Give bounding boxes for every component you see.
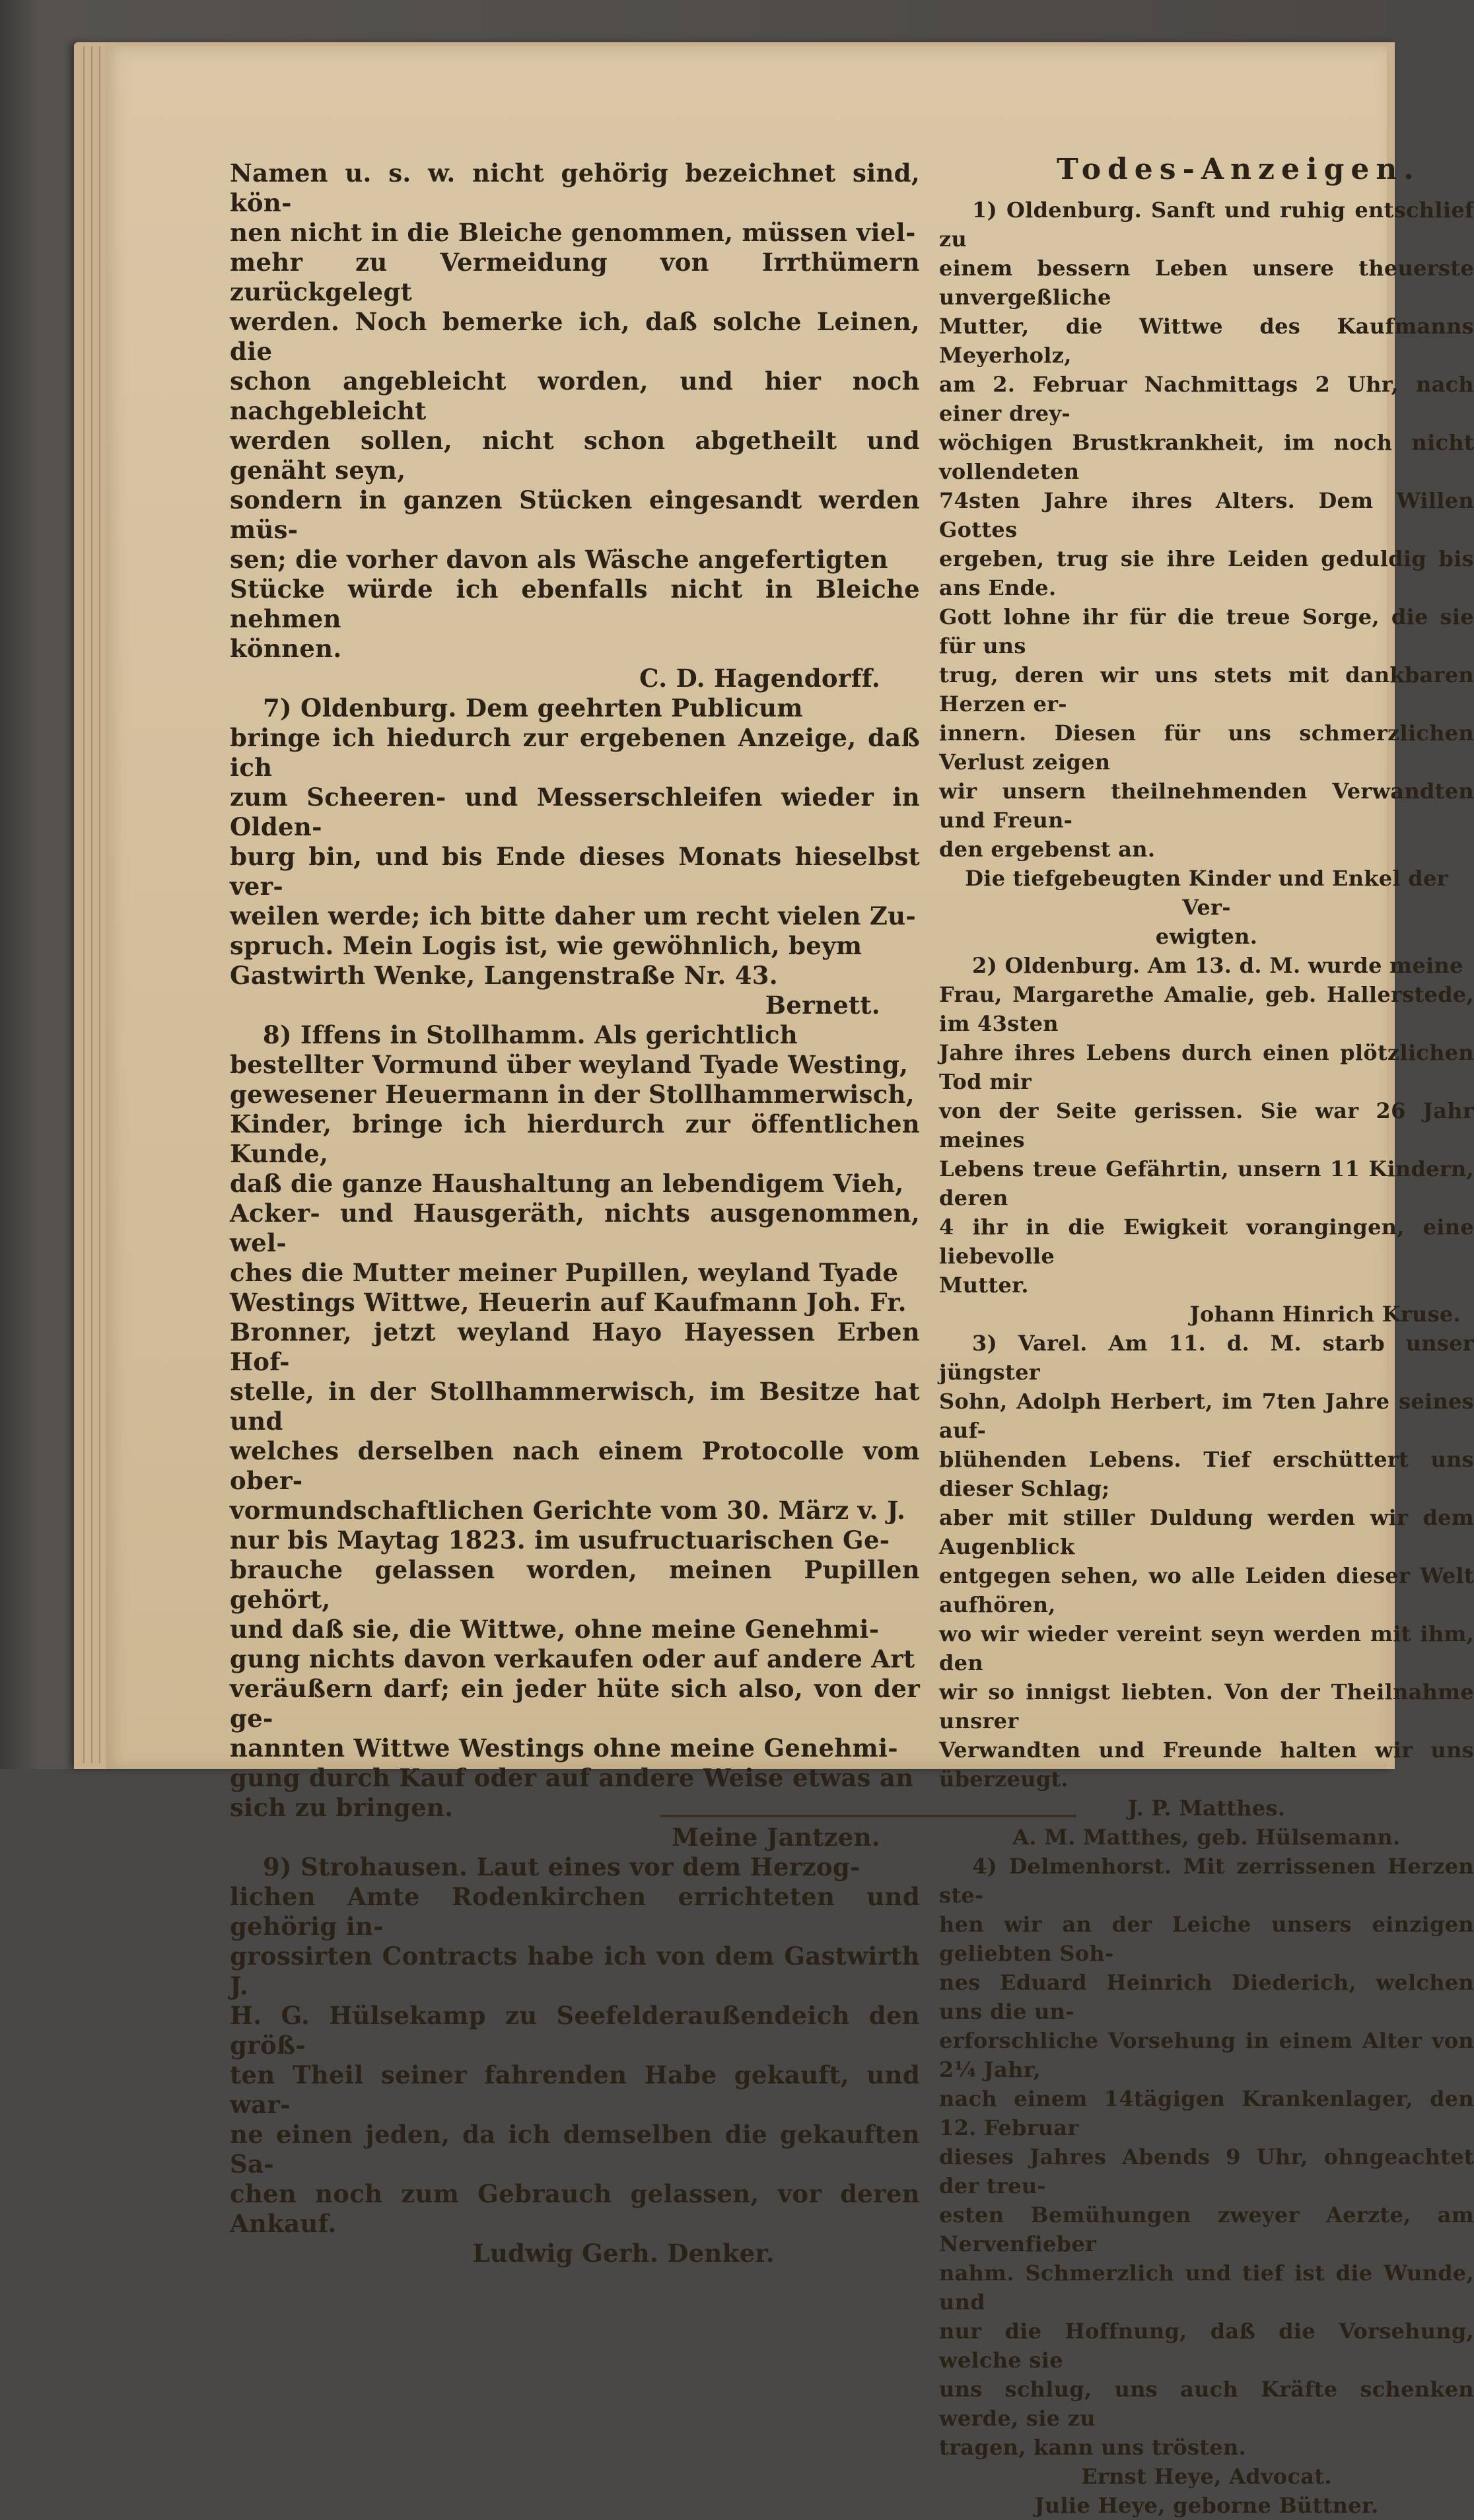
death-notice-text: 1) Oldenburg. Sanft und ruhig entschlief zu einem bessern Leben unsere theuerste unvergeßliche Mutter, die Wittwe des Kaufmanns Meyerholz, am 2. Februar Nachmittags 2 Uhr, nach einer drey- wöchigen Brustkrankheit, im noch nicht vollendeten 74sten Jahre ihres Alters. Dem Willen Gottes ergeben, trug sie ihre Leiden geduldig bis ans Ende. Gott lohne ihr für die treue Sorge, die sie für uns trug, deren wir uns stets mit dankbaren Herzen er- innern. Diesen für uns schmerzlichen Verlust zeigen wir unsern theilnehmenden Verwandten und Freun- den ergebenst an. — [939, 197, 1474, 862]
notice-text: Namen u. s. w. nicht gehörig bezeichnet sind, kön- nen nicht in die Bleiche genommen, müssen viel- mehr zu Vermeidung von Irrthümern zurückgelegt werden. Noch bemerke ich, daß solche Leinen, die schon angebleicht worden, und hier noch nachgebleicht werden sollen, nicht schon abgetheilt und genäht seyn, sondern in ganzen Stücken eingesandt werden müs- sen; die vorher davon als Wäsche angefertigten Stücke würde ich ebenfalls nicht in Bleiche nehmen können. — [230, 158, 920, 663]
page-edge-line — [83, 46, 85, 1763]
right-column — [939, 195, 1474, 2520]
notice-text: 9) Strohausen. Laut eines vor dem Herzog- lichen Amte Rodenkirchen errichteten und gehörig in- grossirten Contracts habe ich von dem Gastwirth J. H. G. Hülsekamp zu Seefelderaußendeich den größ- ten Theil seiner fahrenden Habe gekauft, und war- ne einen jeden, da ich demselben die gekauften Sa- chen noch zum Gebrauch gelassen, vor deren Ankauf. — [230, 1852, 920, 2238]
notice-signature: Meine Jantzen. — [672, 1823, 880, 1852]
death-notice-signature: J. P. Matthes. A. M. Matthes, geb. Hülsemann. — [1012, 1796, 1401, 1850]
death-notice-text: 4) Delmenhorst. Mit zerrissenen Herzen ste- hen wir an der Leiche unsers einzigen geliebten Soh- nes Eduard Heinrich Diederich, welchen uns die un- erforschliche Vorsehung in einem Alter von 2¼ Jahr, nach einem 14tägigen Krankenlager, den 12. Februar dieses Jahres Abends 9 Uhr, ohngeachtet der treu- esten Bemühungen zweyer Aerzte, am Nervenfieber nahm. Schmerzlich und tief ist die Wunde, und nur die Hoffnung, daß die Vorsehung, welche sie uns schlug, uns auch Kräfte schenken werde, sie zu tragen, kann uns trösten. — [939, 1854, 1474, 2460]
death-notice-signature: Ernst Heye, Advocat. Julie Heye, geborne Büttner. — [1034, 2464, 1379, 2518]
end-rule — [660, 1815, 1076, 1817]
page-edge-line — [91, 46, 92, 1763]
left-column — [230, 158, 920, 2268]
notice-text: 7) Oldenburg. Dem geehrten Publicum bringe ich hiedurch zur ergebenen Anzeige, daß ich zum Scheeren- und Messerschleifen wieder in Olden- burg bin, und bis Ende dieses Monats hieselbst ver- weilen werde; ich bitte daher um recht vielen Zu- spruch. Mein Logis ist, wie gewöhnlich, beym Gastwirth Wenke, Langenstraße Nr. 43. — [230, 693, 920, 990]
notice-text: 8) Iffens in Stollhamm. Als gerichtlich bestellter Vormund über weyland Tyade Westing, gewesener Heuermann in der Stollhammerwisch, Kinder, bringe ich hierdurch zur öffentlichen Kunde, daß die ganze Haushaltung an lebendigem Vieh, Acker- und Hausgeräth, nichts ausgenommen, wel- ches die Mutter meiner Pupillen, weyland Tyade Westings Wittwe, Heuerin auf Kaufmann Joh. Fr. Bronner, jetzt weyland Hayo Hayessen Erben Hof- stelle, in der Stollhammerwisch, im Besitze hat und welches derselben nach einem Protocolle vom ober- vormundschaftlichen Gerichte vom 30. März v. J. nur bis Maytag 1823. im usufructuarischen Ge- brauche gelassen worden, meinen Pupillen gehört, und daß sie, die Wittwe, ohne meine Genehmi- gung nichts davon verkaufen oder auf andere Art veräußern darf; ein jeder hüte sich also, von der ge- nannten Wittwe Westings ohne meine Genehmi- gung durch Kauf oder auf andere Weise etwas an sich zu bringen. — [230, 1020, 920, 1822]
section-heading: Todes-Anzeigen. — [1057, 153, 1421, 186]
death-notice-signature: Die tiefgebeugten Kinder und Enkel der Ver- ewigten. — [965, 866, 1448, 949]
page-edge-line — [99, 46, 100, 1763]
death-notice-text: 2) Oldenburg. Am 13. d. M. wurde meine Frau, Margarethe Amalie, geb. Hallerstede, im 43sten Jahre ihres Lebens durch einen plötzlichen Tod mir von der Seite gerissen. Sie war 26 Jahr meines Lebens treue Gefährtin, unsern 11 Kindern, deren 4 ihr in die Ewigkeit vorangingen, eine liebevolle Mutter. — [939, 953, 1474, 1298]
document-page — [106, 46, 1474, 2518]
death-notice-text: 3) Varel. Am 11. d. M. starb unser jüngster Sohn, Adolph Herbert, im 7ten Jahre seines auf- blühenden Lebens. Tief erschüttert uns dieser Schlag; aber mit stiller Duldung werden wir dem Augenblick entgegen sehen, wo alle Leiden dieser Welt aufhören, wo wir wieder vereint seyn werden mit ihm, den wir so innigst liebten. Von der Theilnahme unsrer Verwandten und Freunde halten wir uns überzeugt. — [939, 1331, 1474, 1792]
death-notice-signature: Johann Hinrich Kruse. — [1189, 1302, 1461, 1327]
notice-signature: Ludwig Gerh. Denker. — [472, 2239, 775, 2268]
notice-signature: C. D. Hagendorff. — [639, 664, 880, 693]
notice-signature: Bernett. — [765, 991, 880, 1020]
